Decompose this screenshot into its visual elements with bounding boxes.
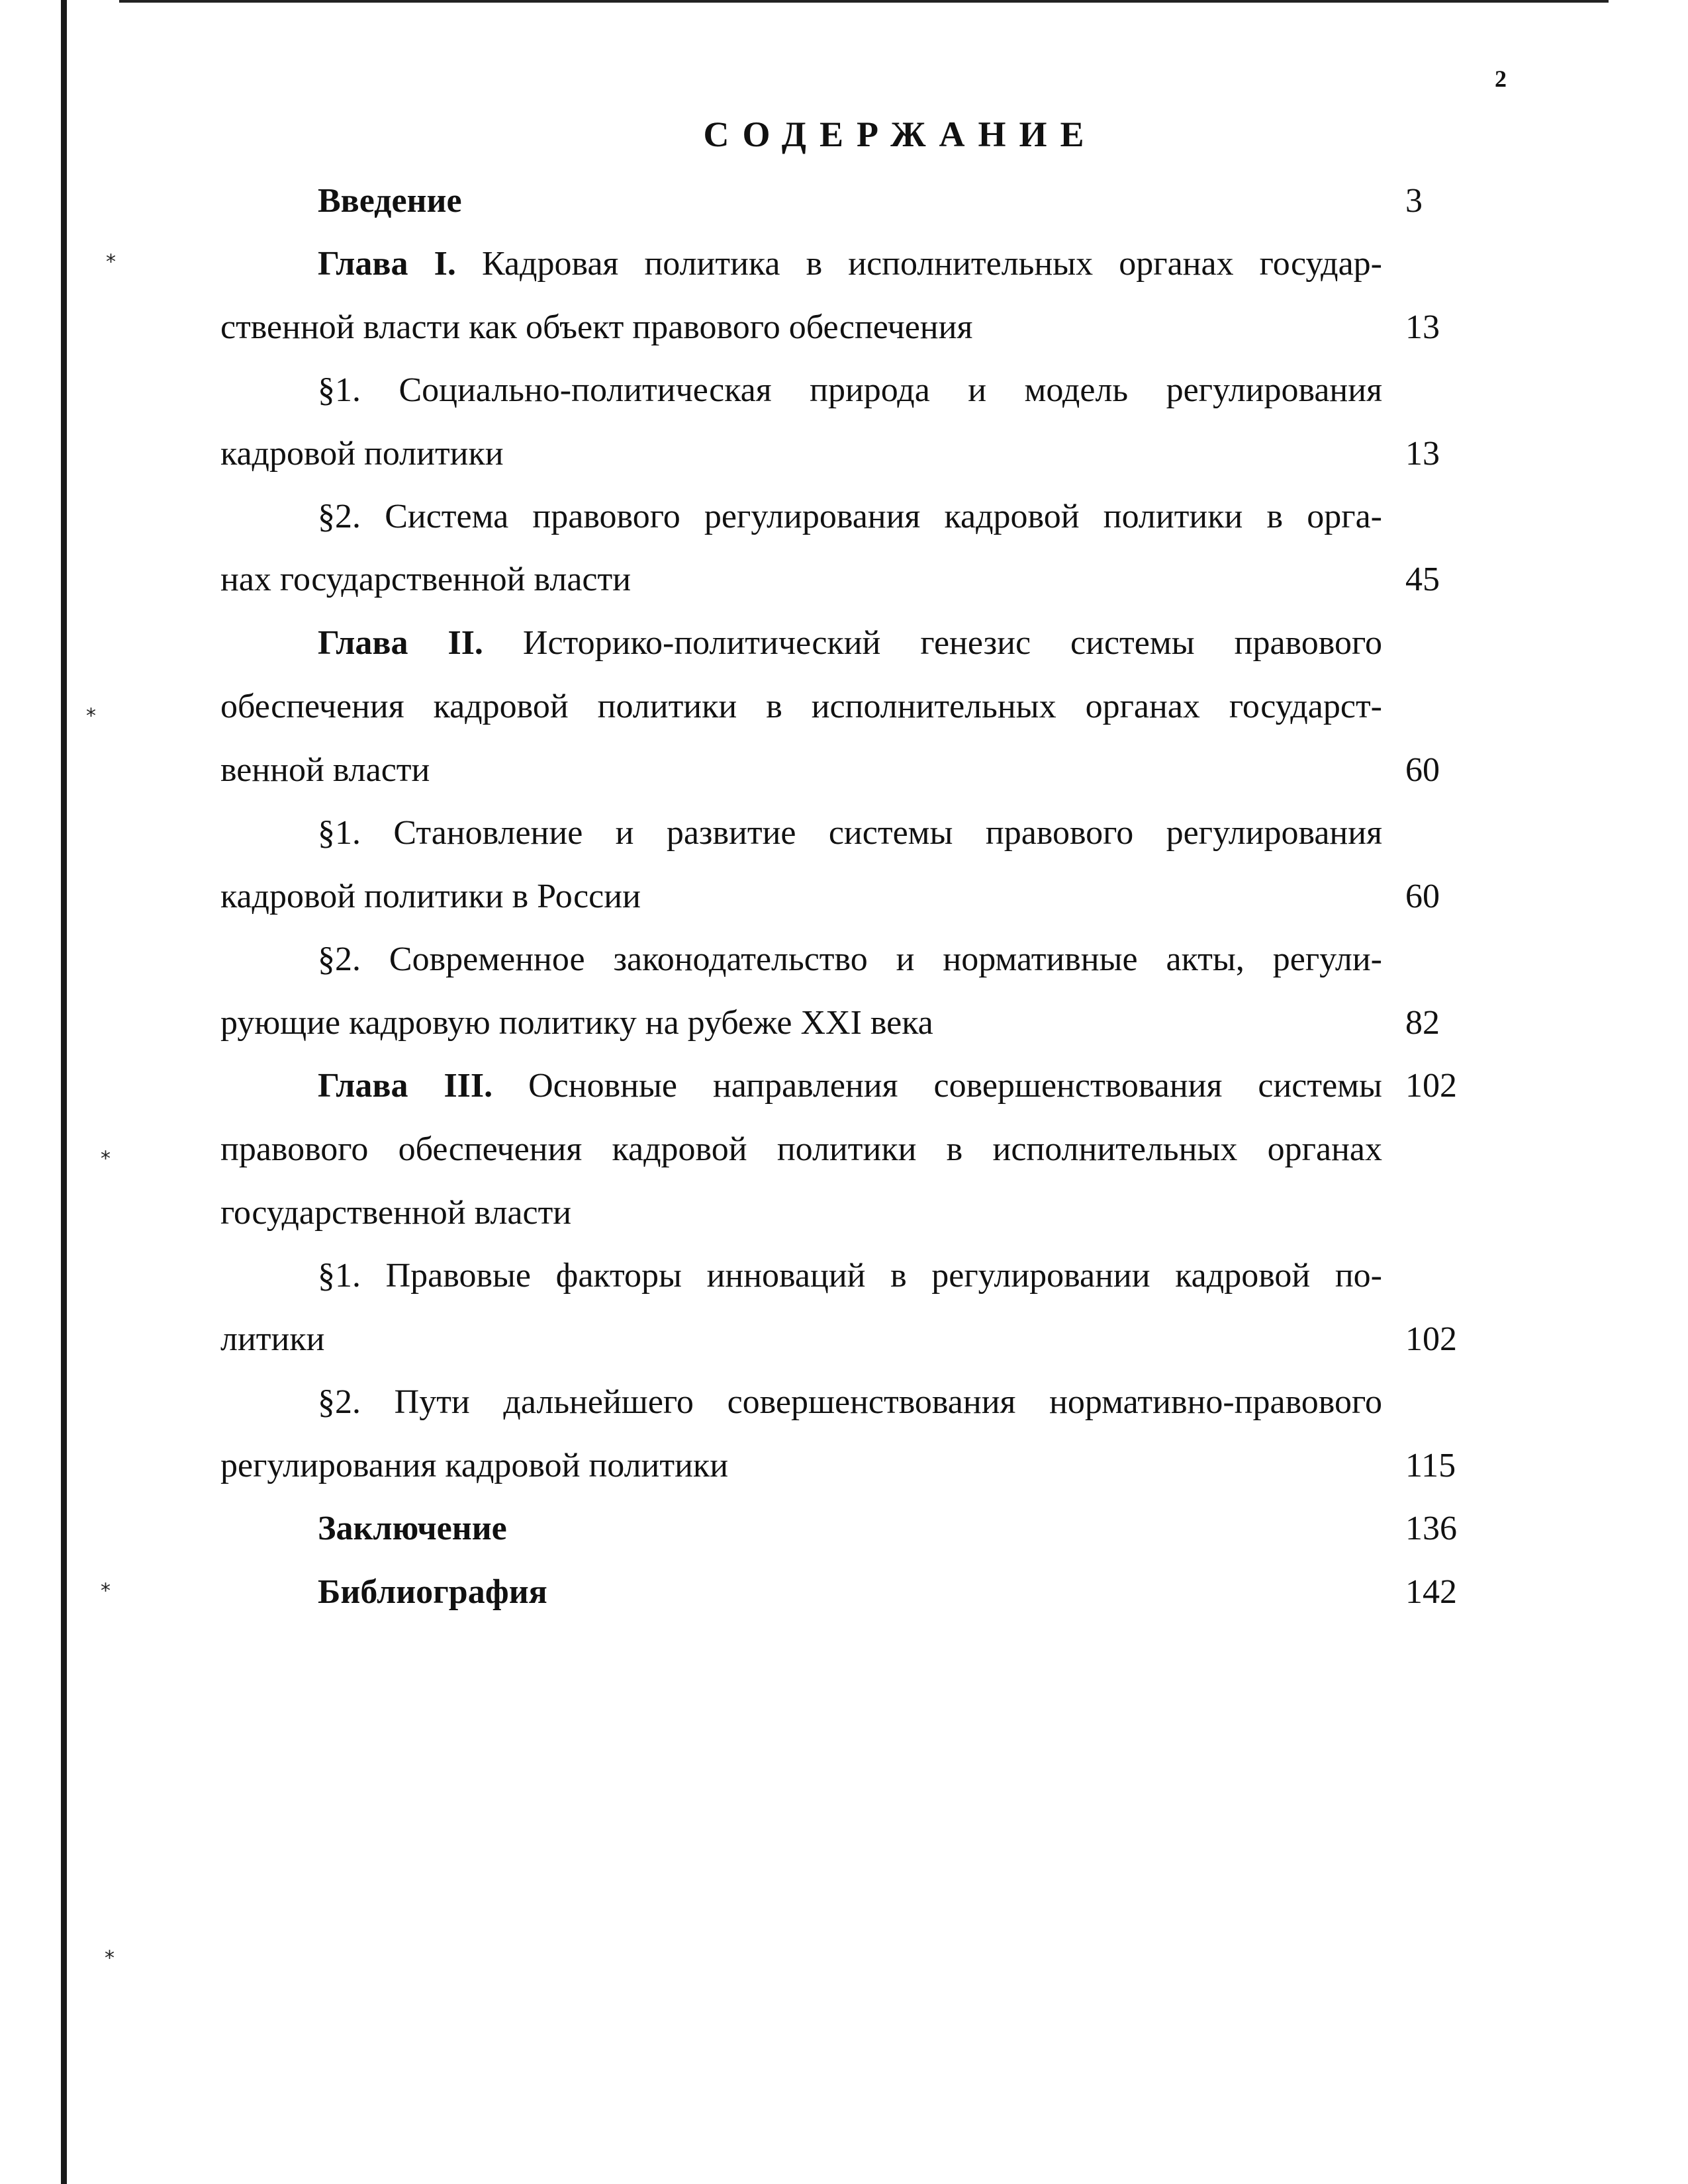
scan-speck-icon: ⁎ <box>101 1141 111 1164</box>
toc-ch3-line2: правового обеспечения кадровой политики в исполнительных органах <box>220 1130 1382 1168</box>
toc-ch1-s1-page: 13 <box>1405 435 1440 473</box>
toc-entry-chapter-3[interactable] <box>318 1069 1382 1103</box>
toc-ch2-s1-page: 60 <box>1405 878 1440 915</box>
toc-ch3-s1-line2: литики <box>220 1320 325 1358</box>
toc-entry-ch2-s1[interactable]: §1. Становление и развитие системы правового регулирования <box>318 814 1382 852</box>
toc-ch1-label: Глава I. <box>318 245 456 283</box>
toc-ch2-line1: Историко-политический генезис системы правового <box>483 624 1382 662</box>
toc-entry-ch1-s2[interactable]: §2. Система правового регулирования кадровой политики в орга- <box>318 498 1382 535</box>
toc-ch3-label: Глава III. <box>318 1067 493 1105</box>
toc-ch3-s1-page: 102 <box>1405 1320 1457 1358</box>
toc-ch1-line2: ственной власти как объект правового обеспечения <box>220 308 973 346</box>
page-title: СОДЕРЖАНИЕ <box>703 114 1098 154</box>
toc-entry-conclusion[interactable] <box>318 1512 507 1546</box>
scan-speck-icon: ⁎ <box>105 1940 115 1964</box>
toc-ch2-line3: венной власти <box>220 751 430 789</box>
toc-ch1-s2-line2: нах государственной власти <box>220 561 632 598</box>
toc-entry-chapter-1[interactable] <box>318 247 1382 281</box>
toc-intro-page: 3 <box>1405 182 1423 220</box>
toc-entry-bibliography[interactable] <box>318 1575 547 1610</box>
toc-entry-ch3-s1[interactable]: §1. Правовые факторы инноваций в регулировании кадровой по- <box>318 1257 1382 1295</box>
toc-ch3-page: 102 <box>1405 1067 1457 1105</box>
toc-conclusion-page: 136 <box>1405 1510 1457 1547</box>
scan-top-border <box>119 0 1609 3</box>
toc-ch1-page: 13 <box>1405 308 1440 346</box>
toc-ch1-s2-page: 45 <box>1405 561 1440 598</box>
toc-ch3-s2-page: 115 <box>1405 1447 1456 1484</box>
toc-conclusion-label: Заключение <box>318 1510 507 1547</box>
toc-ch3-line1: Основные направления совершенствования системы <box>492 1067 1382 1105</box>
toc-bibliography-page: 142 <box>1405 1573 1457 1611</box>
toc-ch3-s2-line2: регулирования кадровой политики <box>220 1447 729 1484</box>
toc-entry-ch1-s1[interactable]: §1. Социально-политическая природа и модель регулирования <box>318 371 1382 409</box>
toc-ch2-s1-line2: кадровой политики в России <box>220 878 641 915</box>
toc-bibliography-label: Библиография <box>318 1573 547 1611</box>
toc-entry-intro[interactable] <box>318 184 462 218</box>
toc-ch2-s2-line2: рующие кадровую политику на рубеже XXI века <box>220 1004 933 1042</box>
toc-ch2-line2: обеспечения кадровой политики в исполнительных органах государст- <box>220 688 1382 725</box>
toc-intro-label: Введение <box>318 182 462 220</box>
toc-entry-chapter-2[interactable] <box>318 626 1382 660</box>
toc-ch2-s2-page: 82 <box>1405 1004 1440 1042</box>
scan-speck-icon: ⁎ <box>86 698 96 721</box>
toc-entry-ch3-s2[interactable]: §2. Пути дальнейшего совершенствования нормативно-правового <box>318 1383 1382 1421</box>
scan-left-edge <box>61 0 67 2184</box>
toc-ch2-label: Глава II. <box>318 624 483 662</box>
toc-ch1-line1: Кадровая политика в исполнительных органах государ- <box>455 245 1382 283</box>
scan-speck-icon: ⁎ <box>101 1573 111 1596</box>
toc-ch1-s1-line2: кадровой политики <box>220 435 504 473</box>
toc-entry-ch2-s2[interactable]: §2. Современное законодательство и нормативные акты, регули- <box>318 940 1382 978</box>
scan-speck-icon: ⁎ <box>106 244 116 267</box>
page-number: 2 <box>1495 66 1507 92</box>
toc-ch2-page: 60 <box>1405 751 1440 789</box>
toc-ch3-line3: государственной власти <box>220 1194 572 1232</box>
